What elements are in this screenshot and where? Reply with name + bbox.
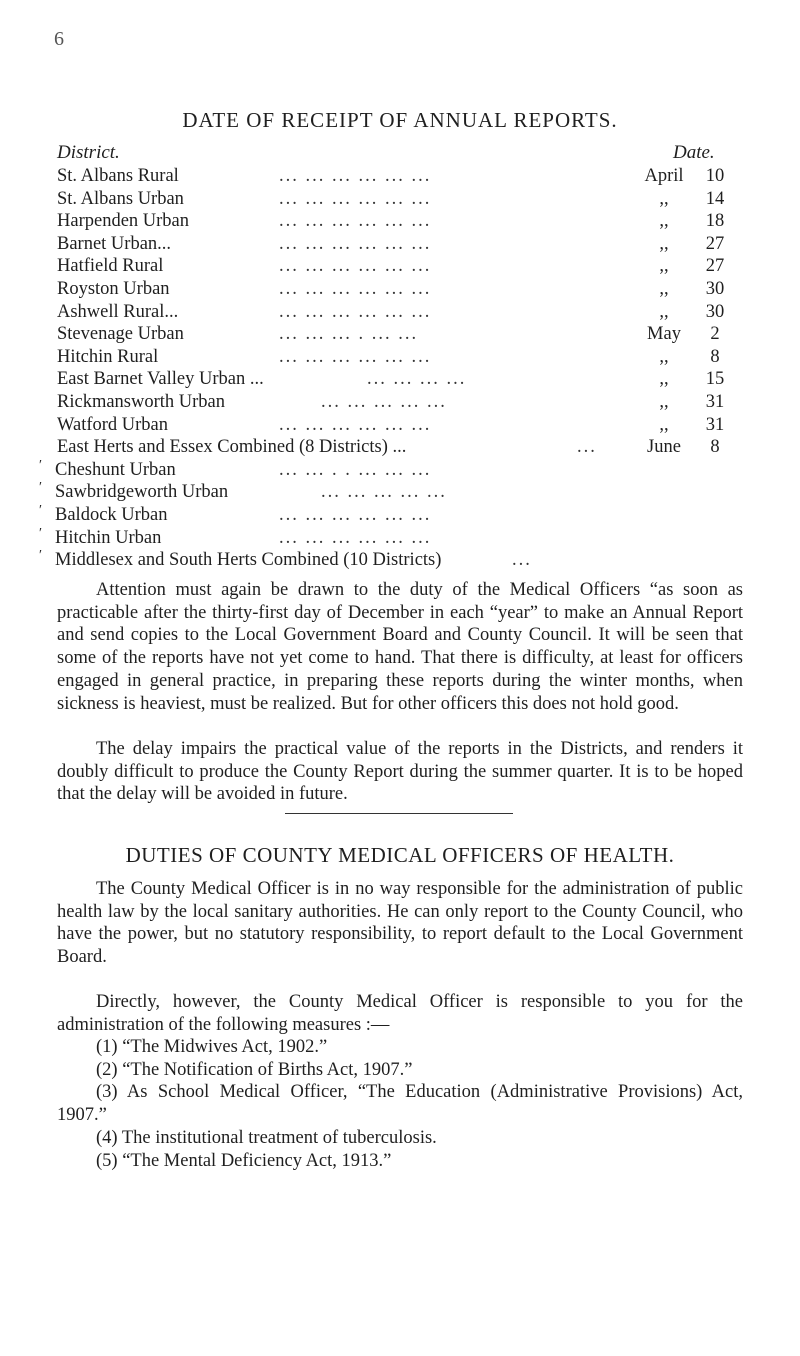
district-name: Barnet Urban... <box>57 233 172 254</box>
table-row <box>39 525 737 551</box>
table-row <box>39 480 737 505</box>
handwritten-tick-mark: ′ <box>39 525 43 541</box>
leader-dots: ... ... . . ... ... ... <box>279 459 432 480</box>
table-row <box>57 369 737 392</box>
section-divider <box>285 813 513 814</box>
district-name: ′ Cheshunt Urban <box>39 457 176 480</box>
attention-paragraph: Attention must again be drawn to the duty of the Medical Officers “as soon as practicable after the thirty-first day of December in each “year” to make an Annual Report and send copies to the Local Government Board and County Council. It will be seen that some of the reports have not yet come to hand. That there is difficulty, at least for officers engaged in general practice, in preparing these reports during the winter months, when sickness is heaviest, must be realized. But for other officers this does not hold good. <box>57 580 743 714</box>
leader-dots: ... ... ... ... ... ... <box>279 301 432 322</box>
district-name: ′ Hitchin Urban <box>39 525 162 548</box>
report-month: ,, <box>659 414 669 435</box>
report-day: 27 <box>705 233 725 254</box>
report-day: 31 <box>705 414 725 435</box>
report-month: ,, <box>659 233 669 254</box>
district-name: Royston Urban <box>57 278 170 299</box>
report-day: 10 <box>705 166 725 186</box>
leader-dots: ... <box>577 437 597 458</box>
report-day: 2 <box>710 324 720 345</box>
page-number: 6 <box>54 28 64 50</box>
reports-table-title: DATE OF RECEIPT OF ANNUAL REPORTS. <box>182 108 618 132</box>
list-item: (1) “The Midwives Act, 1902.” <box>96 1037 328 1057</box>
leader-dots: ... ... ... ... ... <box>321 391 447 412</box>
leader-dots: ... <box>512 550 532 571</box>
district-name: Ashwell Rural... <box>57 301 179 322</box>
report-month: ,, <box>659 211 669 232</box>
table-row <box>57 279 737 302</box>
table-row <box>57 302 737 325</box>
district-name: St. Albans Rural <box>57 166 179 186</box>
leader-dots: ... ... ... ... <box>367 369 467 390</box>
table-row <box>57 437 737 460</box>
district-name: Rickmansworth Urban <box>57 391 226 412</box>
report-day: 27 <box>705 256 725 277</box>
leader-dots: ... ... ... ... ... ... <box>279 346 432 367</box>
report-day: 31 <box>705 391 725 412</box>
leader-dots: ... ... ... . ... ... <box>279 324 419 345</box>
table-row <box>39 548 737 573</box>
district-name: Stevenage Urban <box>57 324 184 345</box>
district-name: Watford Urban <box>57 414 169 435</box>
report-month: ,, <box>659 278 669 299</box>
leader-dots: ... ... ... ... ... ... <box>279 278 432 299</box>
table-row <box>57 392 737 415</box>
leader-dots: ... ... ... ... ... ... <box>279 504 432 525</box>
list-item: (5) “The Mental Deficiency Act, 1913.” <box>96 1150 392 1171</box>
report-month: ,, <box>659 256 669 277</box>
responsibility-paragraph: The County Medical Officer is in no way responsible for the administration of public health law by the local sanitary authorities. He can only report to the County Council, who have the power, but no statutory responsibility, to report default to the Local Government Board. <box>57 879 743 968</box>
table-row <box>39 502 737 528</box>
report-month: ,, <box>659 188 669 209</box>
table-row <box>57 189 737 212</box>
date-column-header: Date. <box>673 142 715 163</box>
district-name: ′ Middlesex and South Herts Combined (10 Districts) <box>39 548 442 571</box>
district-column-header: District. <box>57 142 120 163</box>
leader-dots: ... ... ... ... ... ... <box>279 527 432 548</box>
table-row <box>57 256 737 279</box>
delay-paragraph: The delay impairs the practical value of the reports in the Districts, and renders it doubly difficult to produce the County Report during the summer quarter. It is to be hoped that the delay will be avoided in future. <box>57 739 743 805</box>
report-day: 14 <box>705 188 725 209</box>
report-day: 30 <box>705 278 725 299</box>
report-month: June <box>647 437 681 458</box>
table-row <box>57 347 737 370</box>
report-month: May <box>647 324 681 345</box>
handwritten-tick-mark: ′ <box>39 502 43 518</box>
table-row <box>57 211 737 234</box>
report-day: 30 <box>705 301 725 322</box>
table-row <box>57 234 737 257</box>
measures-list <box>57 1036 743 1172</box>
district-name: ′ Baldock Urban <box>39 502 168 525</box>
table-row <box>57 166 737 189</box>
table-row <box>57 324 737 347</box>
table-row <box>57 415 737 438</box>
section-title: DUTIES OF COUNTY MEDICAL OFFICERS OF HEALTH. <box>125 843 675 867</box>
report-month: ,, <box>659 369 669 390</box>
report-day: 8 <box>710 437 720 458</box>
leader-dots: ... ... ... ... ... ... <box>279 256 432 277</box>
leader-dots: ... ... ... ... ... ... <box>279 233 432 254</box>
leader-dots: ... ... ... ... ... ... <box>279 211 432 232</box>
leader-dots: ... ... ... ... ... ... <box>279 414 432 435</box>
report-month: ,, <box>659 346 669 367</box>
leader-dots: ... ... ... ... ... ... <box>279 188 432 209</box>
district-name: St. Albans Urban <box>57 188 184 209</box>
report-month: ,, <box>659 391 669 412</box>
handwritten-tick-mark: ′ <box>39 548 43 564</box>
table-row <box>39 457 737 483</box>
district-name: Hitchin Rural <box>57 346 159 367</box>
district-name: Harpenden Urban <box>57 211 190 232</box>
list-item: (3) As School Medical Officer, “The Education (Administrative Provisions) Act, 1907.” <box>57 1082 743 1126</box>
list-item: (4) The institutional treatment of tuberculosis. <box>96 1127 437 1148</box>
leader-dots: ... ... ... ... ... <box>321 482 447 503</box>
report-day: 18 <box>705 211 725 232</box>
handwritten-tick-mark: ′ <box>39 480 43 496</box>
reports-table <box>39 166 737 573</box>
district-name: Hatfield Rural <box>57 256 164 277</box>
district-name: East Barnet Valley Urban ... <box>57 369 264 390</box>
report-day: 15 <box>705 369 725 390</box>
report-month: April <box>644 166 684 186</box>
district-name: ′ Sawbridgeworth Urban <box>39 480 229 503</box>
list-item: (2) “The Notification of Births Act, 1907.” <box>96 1059 413 1080</box>
leader-dots: ... ... ... ... ... ... <box>279 166 432 186</box>
district-name: East Herts and Essex Combined (8 Districts) ... <box>57 437 407 458</box>
report-day: 8 <box>710 346 720 367</box>
handwritten-tick-mark: ′ <box>39 457 43 473</box>
report-month: ,, <box>659 301 669 322</box>
measures-intro-paragraph: Directly, however, the County Medical Officer is responsible to you for the administration of the following measures :— <box>57 992 743 1035</box>
